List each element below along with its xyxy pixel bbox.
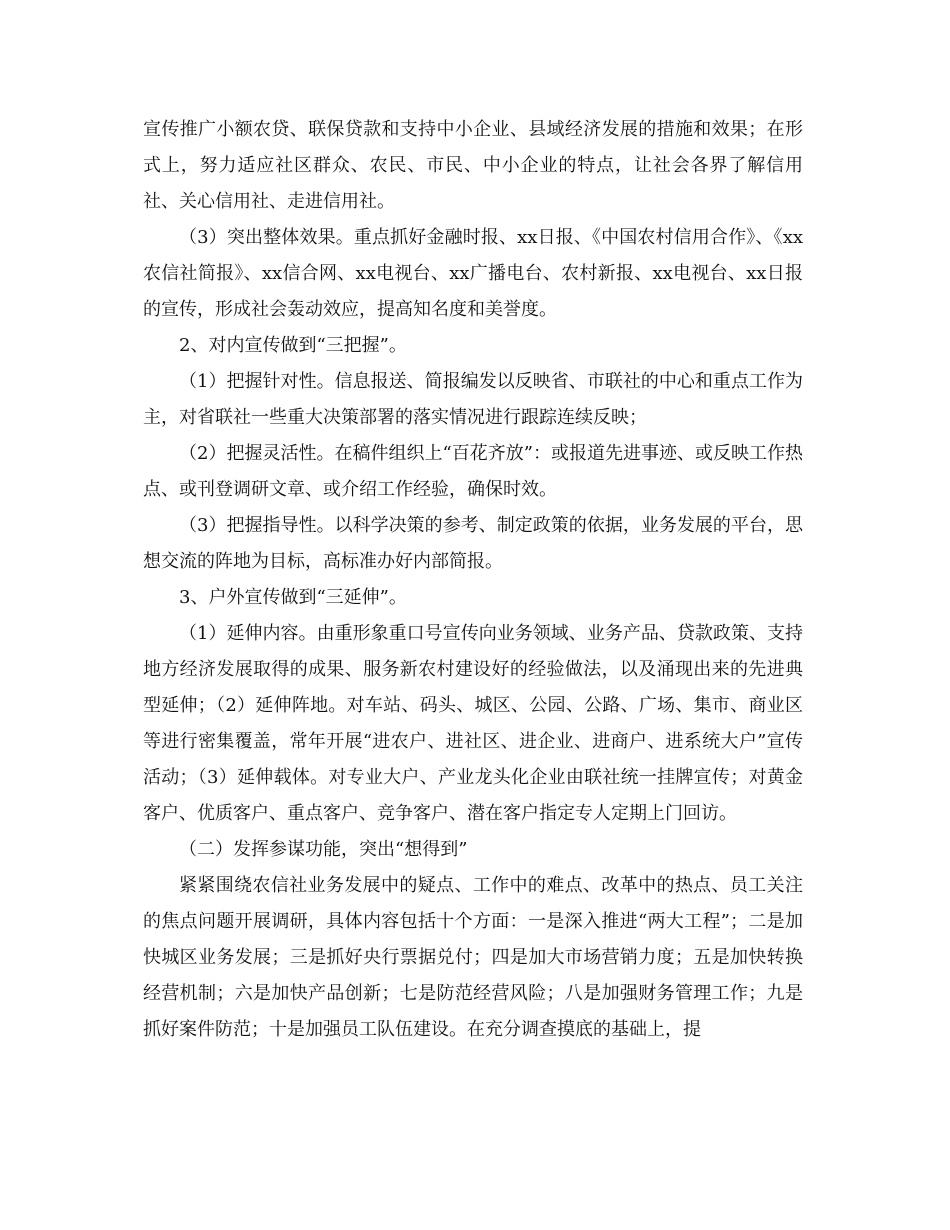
paragraph-5: （2）把握灵活性。在稿件组织上“百花齐放”：或报道先进事迹、或反映工作热点、或刊登调研文章、或介绍工作经验，确保时效。 xyxy=(143,443,803,500)
document-page xyxy=(143,112,803,1048)
paragraph-8: （1）延伸内容。由重形象重口号宣传向业务领域、业务产品、贷款政策、支持地方经济发展取得的成果、服务新农村建设好的经验做法，以及涌现出来的先进典型延伸；（2）延伸阵地。对车站、码头、城区、公园、公路、广场、集市、商业区等进行密集覆盖，常年开展“进农户、进社区、进企业、进商户、进系统大户”宣传活动；（3）延伸载体。对专业大户、产业龙头化企业由联社统一挂牌宣传；对黄金客户、优质客户、重点客户、竞争客户、潜在客户指定专人定期上门回访。 xyxy=(143,623,803,824)
paragraph-10: 紧紧围绕农信社业务发展中的疑点、工作中的难点、改革中的热点、员工关注的焦点问题开展调研，具体内容包括十个方面：一是深入推进“两大工程”；二是加快城区业务发展；三是抓好央行票据兑付；四是加大市场营销力度；五是加快转换经营机制；六是加快产品创新；七是防范经营风险；八是加强财务管理工作；九是抓好案件防范；十是加强员工队伍建设。在充分调查摸底的基础上，提 xyxy=(143,875,803,1040)
paragraph-3: 2、对内宣传做到“三把握”。 xyxy=(179,335,407,356)
paragraph-7: 3、户外宣传做到“三延伸”。 xyxy=(179,587,407,608)
paragraph-9: （二）发挥参谋功能，突出“想得到” xyxy=(179,839,468,860)
paragraph-2: （3）突出整体效果。重点抓好金融时报、xx日报、《中国农村信用合作》、《xx农信社简报》、xx信合网、xx电视台、xx广播电台、农村新报、xx电视台、xx日报的宣传，形成社会轰动效应，提高知名度和美誉度。 xyxy=(143,227,803,320)
paragraph-4: （1）把握针对性。信息报送、简报编发以反映省、市联社的中心和重点工作为主，对省联社一些重大决策部署的落实情况进行跟踪连续反映； xyxy=(143,371,803,428)
paragraph-1: 宣传推广小额农贷、联保贷款和支持中小企业、县域经济发展的措施和效果；在形式上，努力适应社区群众、农民、市民、中小企业的特点，让社会各界了解信用社、关心信用社、走进信用社。 xyxy=(143,119,803,212)
paragraph-6: （3）把握指导性。以科学决策的参考、制定政策的依据，业务发展的平台，思想交流的阵地为目标，高标准办好内部简报。 xyxy=(143,515,803,572)
